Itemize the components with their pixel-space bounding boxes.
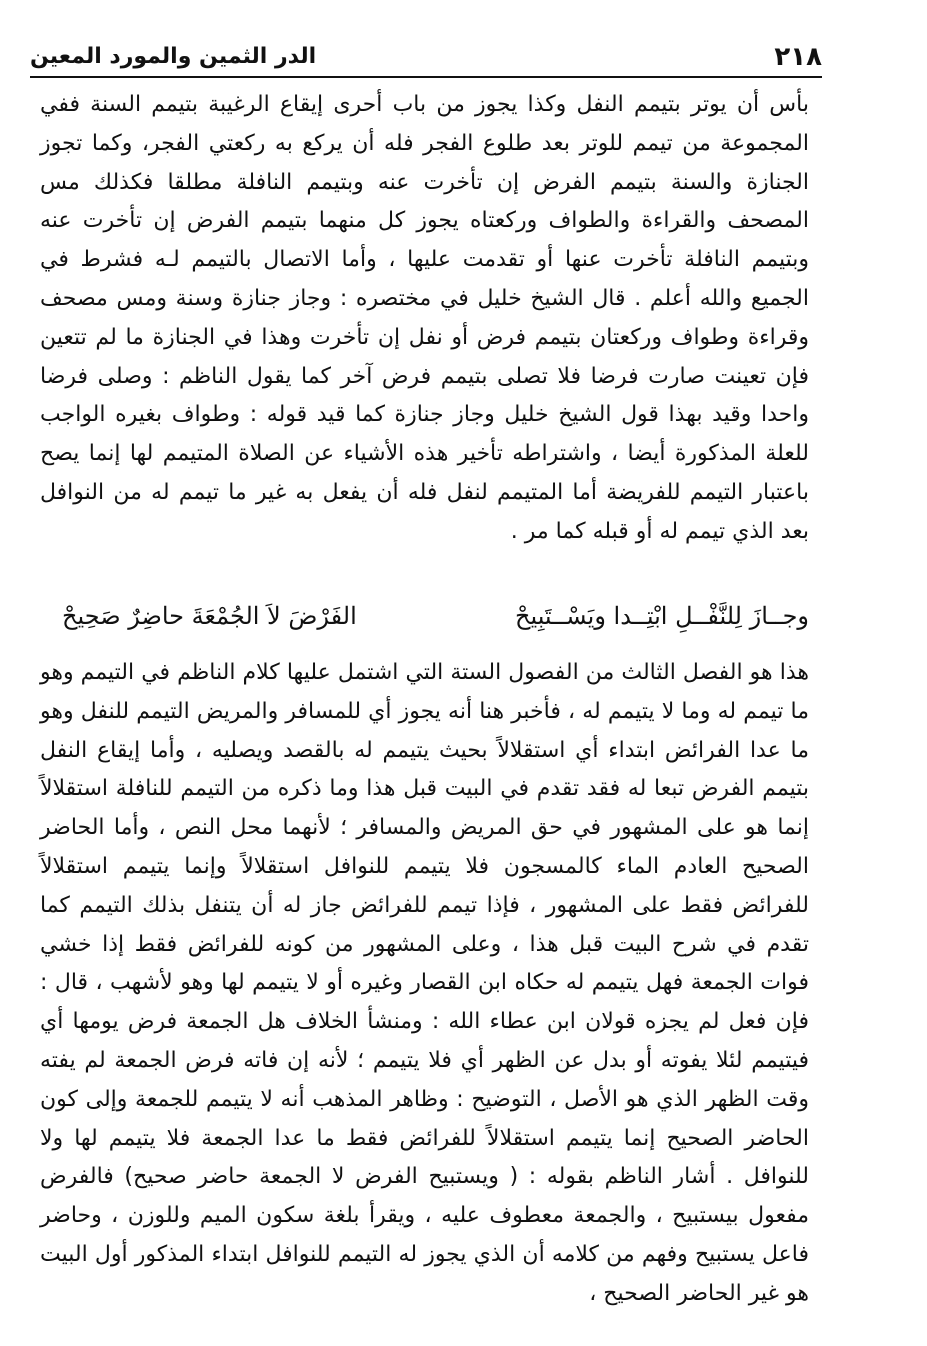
page-number: ٢١٨ bbox=[774, 42, 822, 72]
running-title: الدر الثمين والمورد المعين bbox=[30, 44, 317, 69]
page-header bbox=[30, 38, 822, 72]
verse-first-hemistich: وجــازَ لِلنَّفْــلِ ابْتِــدا ويَسْــتَبِيحْ bbox=[514, 602, 809, 630]
body-text-commentary bbox=[40, 654, 809, 1306]
paragraph-2: هذا هو الفصل الثالث من الفصول الستة التي اشتمل عليها كلام الناظم في التيمم وهو ما تيمم له وما لا يتيمم له ، فأخبر هنا أنه يجوز أي للمسافر والمريض التيمم للنفل وهو ما عدا الفرائض ابتداء أي استقلالاً بحيث يتيمم له بالقصد ويصليه ، وأما إيقاع النفل بتيمم الفرض تبعا له فقد تقدم في البيت قبل هذا وما ذكره من التيمم للنافلة استقلالاً إنما هو على المشهور في حق المريض والمسافر ؛ لأنهما محل النص ، وأما الحاضر الصحيح العادم الماء كالمسجون فلا يتيمم للنوافل استقلالاً وإنما يتيمم استقلالاً للفرائض فقط على المشهور ، فإذا تيمم للفرائض جاز له أن يتنفل بذلك التيمم كما تقدم في شرح البيت قبل هذا ، وعلى المشهور من كونه للفرائض فقط إذا خشي فوات الجمعة فهل يتيمم له حكاه ابن القصار وغيره أو لا يتيمم لها وهو لأشهب ، قال : فإن فعل لم يجزه قولان ابن عطاء الله : ومنشأ الخلاف هل الجمعة فرض يومها أي فيتيمم لئلا يفوته أو بدل عن الظهر أي فلا يتيمم ؛ لأنه إن فاته فرض الجمعة لم يفته وقت الظهر الذي هو الأصل ، التوضيح : وظاهر المذهب أنه لا يتيمم للجمعة وإلى كون الحاضر الصحيح إنما يتيمم استقلالاً للفرائض فقط ما عدا الجمعة فلا يتيمم لها ولا للنوافل . أشار الناظم بقوله : ( ويستبيح الفرض لا الجمعة حاضر صحيح) فالفرض مفعول بيستبيح ، والجمعة معطوف عليه ، ويقرأ بلغة سكون الميم وللوزن ، وحاضر فاعل يستبيح وفهم من كلامه أن الذي يجوز له التيمم للنوافل ابتداء المذكور أول البيت هو غير الحاضر الصحيح ، bbox=[40, 660, 809, 1306]
header-rule bbox=[30, 76, 822, 78]
paragraph-1: بأس أن يوتر بتيمم النفل وكذا يجوز من باب أحرى إيقاع الرغيبة بتيمم السنة ففي المجموعة من تيمم للوتر بعد طلوع الفجر فله أن يركع به ركعتي الفجر، وكما تجوز الجنازة والسنة بتيمم الفرض إن تأخرت عنه وبتيمم النافلة مطلقا فكذلك مس المصحف والقراءة والطواف وركعتاه يجوز كل منهما بتيمم الفرض إن تأخرت عنه وبتيمم النافلة تأخرت عنها أو تقدمت عليها ، وأما الاتصال بالتيمم لـه فشرط في الجميع والله أعلم . قال الشيخ خليل في مختصره : وجاز جنازة وسنة ومس مصحف وقراءة وطواف وركعتان بتيمم فرض أو نفل إن تأخرت وهذا في الجنازة ما لم تتعين فإن تعينت صارت فرضا فلا تصلى بتيمم فرض آخر كما يقول الناظم : وصلى فرضا واحدا وقيد بهذا قول الشيخ خليل وجاز جنازة كما قيد قوله : وطواف بغيره الواجب للعلة المذكورة أيضا ، واشتراطه تأخير هذه الأشياء عن الصلاة المتيمم لها إنما يصح باعتبار التيمم للفريضة أما المتيمم لنفل فله أن يفعل به غير ما تيمم له من النوافل بعد الذي تيمم له أو قبله كما مر . bbox=[40, 92, 809, 544]
verse-second-hemistich: الفَرْضَ لاَ الجُمْعَةَ حاضِرٌ صَحِيحْ bbox=[62, 602, 357, 630]
body-text-first bbox=[40, 86, 809, 591]
verse-line bbox=[62, 590, 809, 642]
